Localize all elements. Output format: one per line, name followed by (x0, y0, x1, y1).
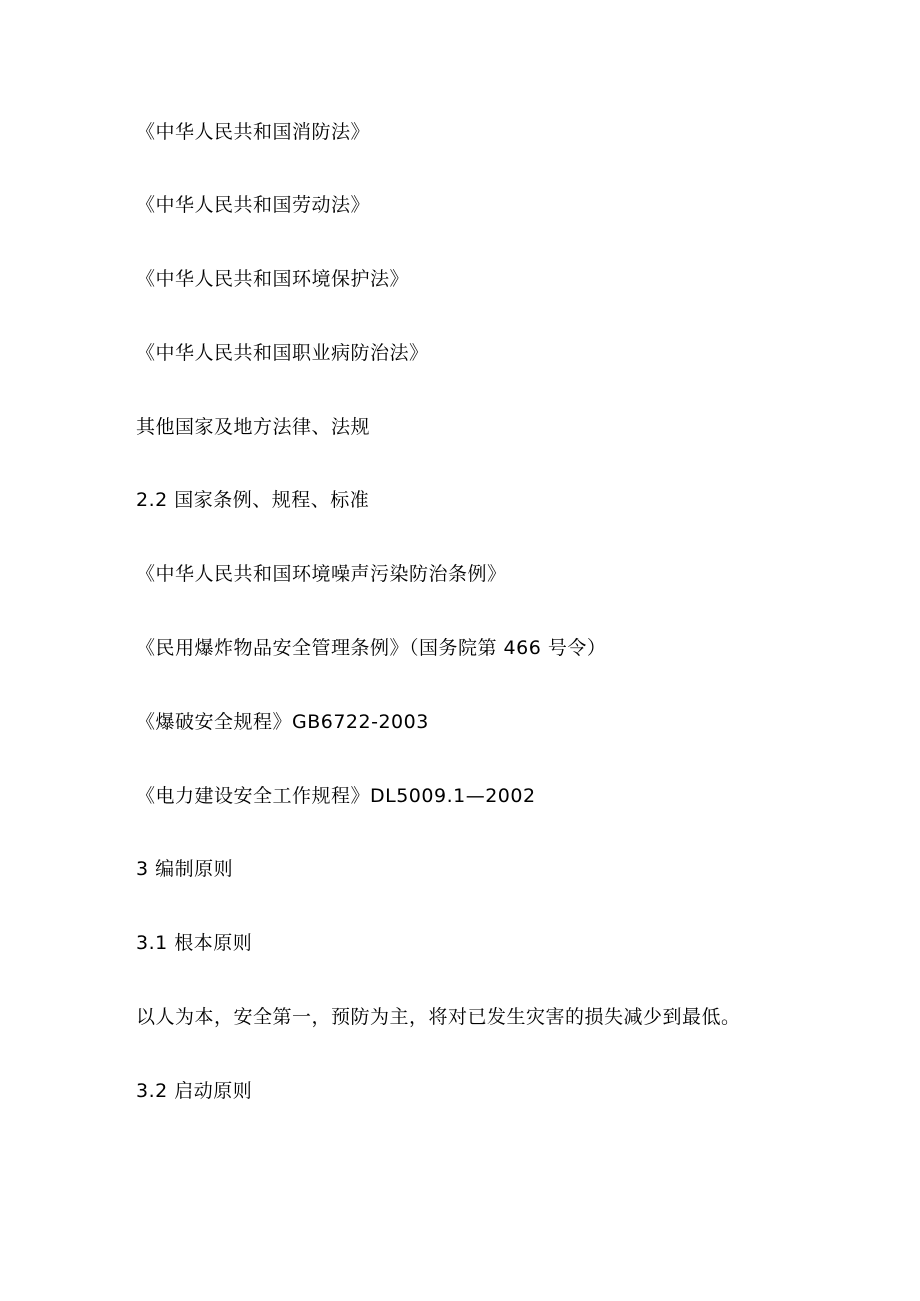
section-heading-2-2: 2.2 国家条例、规程、标准 (136, 489, 370, 511)
standard-power-construction: 《电力建设安全工作规程》DL5009.1—2002 (136, 785, 536, 807)
regulation-civil-explosives: 《民用爆炸物品安全管理条例》（国务院第 466 号令） (136, 637, 607, 659)
other-laws: 其他国家及地方法律、法规 (136, 416, 371, 438)
law-occupational-disease: 《中华人民共和国职业病防治法》 (136, 342, 429, 364)
section-heading-3: 3 编制原则 (136, 858, 234, 880)
law-environmental-protection: 《中华人民共和国环境保护法》 (136, 268, 410, 290)
law-fire-protection: 《中华人民共和国消防法》 (136, 121, 371, 143)
section-heading-3-2: 3.2 启动原则 (136, 1080, 253, 1102)
standard-blasting-safety: 《爆破安全规程》GB6722-2003 (136, 711, 429, 733)
regulation-noise-pollution: 《中华人民共和国环境噪声污染防治条例》 (136, 563, 507, 585)
section-heading-3-1: 3.1 根本原则 (136, 932, 253, 954)
law-labor: 《中华人民共和国劳动法》 (136, 194, 371, 216)
principle-paragraph: 以人为本，安全第一，预防为主，将对已发生灾害的损失减少到最低。 (136, 1006, 741, 1028)
